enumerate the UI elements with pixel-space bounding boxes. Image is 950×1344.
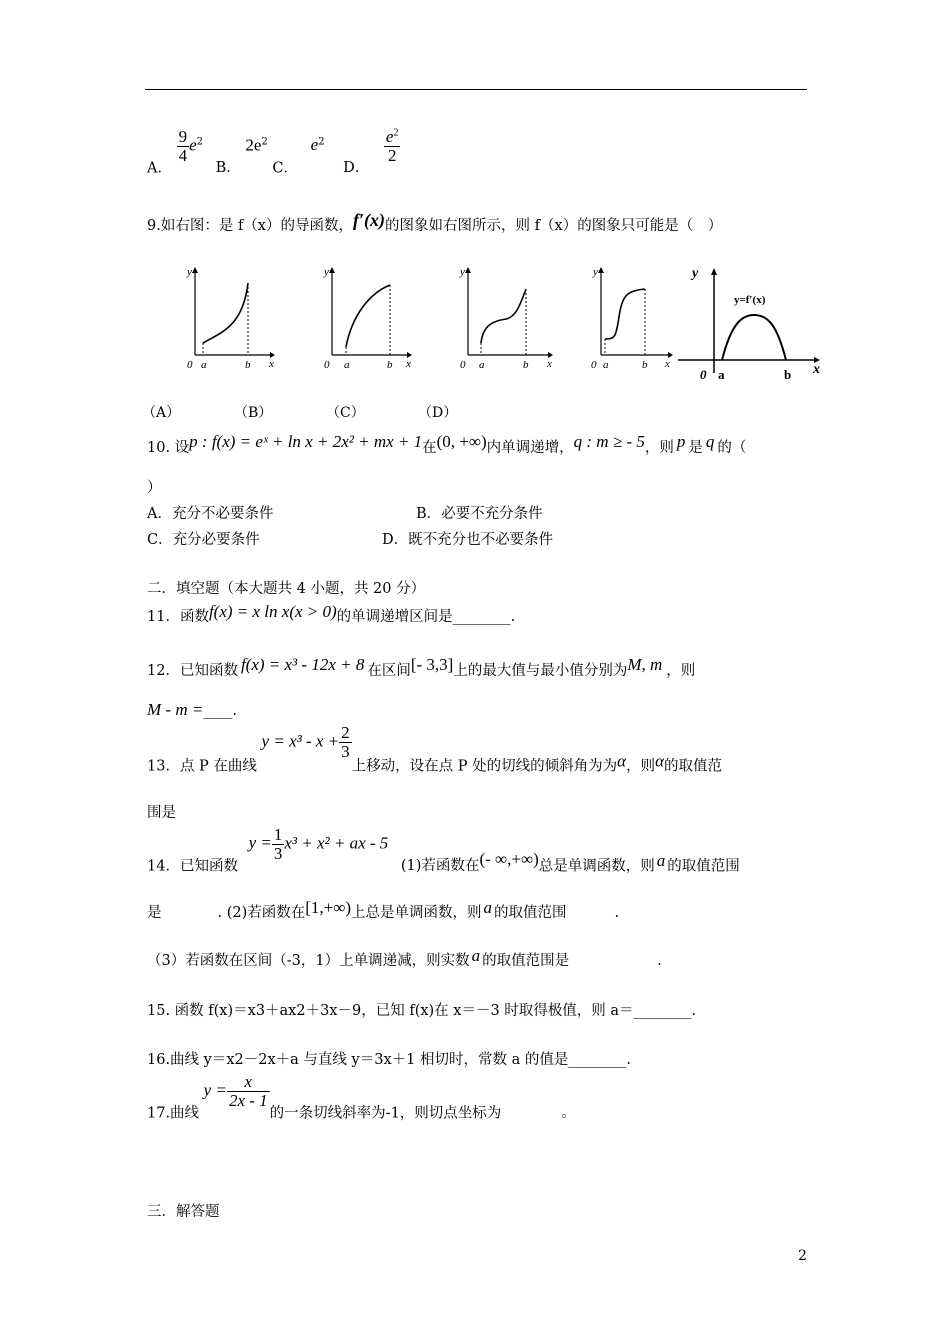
q12-text (147, 655, 695, 680)
q14-interval2: [1,+∞) (305, 898, 352, 917)
q13-den: 3 (341, 741, 350, 761)
deriv-y-label: y (692, 266, 699, 281)
q10-end: 的（ (717, 440, 747, 456)
q17-num: x (244, 1072, 253, 1091)
q13-mid: 上移动，设在点 P 处的切线的倾斜角为为 (351, 758, 618, 775)
q8-label-b: B． (215, 160, 241, 177)
q10-interval: (0, +∞) (436, 432, 487, 451)
q14-rest: x³ + x² + ax - 5 (284, 833, 389, 853)
q14-line3-a: （3）若函数在区间（-3，1）上单调递减，则实数 (147, 953, 470, 969)
q12-line2 (147, 700, 237, 720)
q14-part1: (1)若函数在 (400, 858, 480, 875)
q12-interval: [- 3,3] (410, 655, 454, 674)
q14-line2-c: 上总是单调函数，则 (351, 905, 482, 921)
caption-a: （A） (142, 405, 181, 421)
q10-mid1: 在 (422, 440, 437, 456)
q14-line2-d: 的取值范围 (494, 905, 567, 921)
graph-a-tick-b: b (245, 359, 251, 371)
q13-suffix: 的取值范 (664, 758, 722, 775)
graph-c-x-label: x (547, 358, 552, 370)
q14-line3 (147, 946, 662, 970)
section3-heading: 三．解答题 (147, 1204, 220, 1220)
q14-a2: a (483, 898, 493, 917)
q10-mid3: ，则 (644, 440, 674, 456)
q14-text (147, 826, 740, 875)
q13-prefix: 13．点 P 在曲线 (147, 758, 257, 775)
q13-frac (339, 724, 352, 761)
header-rule (145, 89, 807, 90)
q8-options (147, 128, 400, 177)
q12-line2-expr: M - m = (147, 700, 204, 719)
q13-expr: y = x³ - x + (261, 731, 340, 751)
q10-option-d: D．既不充分也不必要条件 (382, 532, 554, 548)
q14-mid1: 总是单调函数，则 (538, 858, 655, 875)
graph-c (448, 255, 558, 375)
q10-q: q (705, 432, 715, 451)
q11-text (147, 602, 515, 626)
q10-p: p (676, 432, 686, 451)
q11-suffix: 的单调递增区间是________. (336, 609, 516, 625)
q10-text (147, 432, 746, 457)
graph-a-y-label: y (187, 266, 192, 278)
graph-a-x-label: x (269, 358, 274, 370)
q9-suffix: 的图象如右图所示，则 f（x）的图象只可能是（ ） (385, 218, 723, 234)
q14-prefix: 14．已知函数 (147, 858, 238, 875)
q8-c-exp: 2 (318, 136, 325, 148)
q8-a-den: 4 (178, 145, 188, 165)
q8-label-c: C． (272, 160, 299, 177)
q14-line2 (147, 898, 619, 922)
q8-d-frac (384, 128, 401, 165)
q16-text: 16.曲线 y＝x2－2x＋a 与直线 y＝3x＋1 相切时，常数 a 的值是________. (147, 1052, 631, 1068)
q8-d-exp: 2 (393, 127, 399, 139)
q8-a-exp: 2 (196, 136, 204, 148)
q9-text (147, 210, 722, 235)
deriv-origin: 0 (700, 367, 707, 382)
q8-label-d: D． (343, 160, 370, 177)
q10-option-b: B．必要不充分条件 (416, 506, 543, 522)
q14-a3: a (471, 946, 481, 965)
graph-c-y-label: y (460, 266, 465, 278)
graph-d-y-label: y (593, 266, 598, 278)
section2-heading: 二．填空题（本大题共 4 小题，共 20 分） (147, 581, 426, 597)
q15-text: 15. 函数 f(x)＝x3＋ax2＋3x－9，已知 f(x)在 x＝－3 时取得极值，则 a＝________. (147, 1003, 697, 1019)
q14-interval1: (- ∞,+∞) (479, 849, 539, 869)
q17-y: y = (203, 1080, 227, 1100)
graph-b-y-label: y (324, 266, 329, 278)
q12-mid3: ，则 (666, 663, 696, 679)
graph-d-tick-b: b (642, 359, 648, 371)
deriv-tick-a: a (718, 367, 725, 382)
graph-c-tick-a: a (479, 359, 485, 371)
q14-suffix1: 的取值范围 (667, 858, 740, 875)
graph-a-origin: 0 (187, 359, 193, 371)
q17-suffix: 的一条切线斜率为-1，则切点坐标为 (269, 1105, 502, 1122)
q10-close: ） (147, 480, 162, 496)
q14-line3-c: . (657, 953, 662, 969)
graph-b-x-label: x (406, 358, 411, 370)
graph-d-x-label: x (665, 358, 670, 370)
graph-c-tick-b: b (523, 359, 529, 371)
q14-frac (272, 826, 285, 863)
q8-c-val: e (310, 135, 319, 155)
q13-alpha2: α (655, 751, 664, 771)
q12-mid2: 上的最大值与最小值分别为 (453, 663, 628, 679)
q12-line2-end: ____. (203, 703, 237, 719)
q12-mid1: 在区间 (367, 663, 411, 679)
q17-prefix: 17.曲线 (147, 1105, 200, 1122)
q14-line2-e: . (614, 905, 620, 921)
q11-expr: f(x) = x ln x(x > 0) (208, 602, 337, 621)
q14-line2-b: . (2)若函数在 (217, 905, 306, 921)
q17-end: 。 (561, 1105, 576, 1122)
q8-a-e: e (189, 135, 197, 155)
q12-expr: f(x) = x³ - 12x + 8 (240, 655, 365, 674)
q17-frac (227, 1073, 270, 1110)
q10-mid4: 是 (688, 440, 703, 456)
graph-b-tick-a: a (344, 359, 350, 371)
q10-option-c: C．充分必要条件 (147, 532, 260, 548)
q10-q-expr: q : m ≥ - 5 (573, 432, 645, 451)
deriv-x-label: x (813, 362, 820, 377)
derivative-graph (676, 255, 826, 385)
q8-a-frac (177, 128, 190, 165)
graph-b-origin: 0 (324, 359, 330, 371)
graph-c-origin: 0 (460, 359, 466, 371)
q14-den: 3 (273, 843, 283, 863)
q14-a1: a (656, 851, 666, 871)
graph-b-tick-b: b (387, 359, 393, 371)
graph-a-tick-a: a (201, 359, 207, 371)
caption-d: （D） (418, 405, 458, 421)
q17-den: 2x - 1 (228, 1090, 268, 1110)
q9-fprime: f′(x) (353, 210, 386, 230)
caption-c: （C） (326, 405, 365, 421)
q14-y: y = (248, 833, 272, 853)
graph-d-origin: 0 (591, 359, 597, 371)
q13-num: 2 (341, 723, 350, 742)
q13-line2: 围是 (147, 805, 176, 821)
graph-a (175, 255, 275, 375)
q8-b-val: 2e (245, 135, 262, 155)
q11-prefix: 11．函数 (147, 609, 209, 625)
q14-line2-a: 是 (147, 905, 162, 921)
q8-b-exp: 2 (261, 136, 268, 148)
page-number: 2 (798, 1248, 807, 1264)
q10-p-expr: p : f(x) = eˣ + ln x + 2x² + mx + 1 (189, 432, 423, 451)
q10-mid2: 内单调递增， (486, 440, 574, 456)
q10-option-a: A．充分不必要条件 (147, 506, 274, 522)
q13-text (147, 724, 722, 775)
deriv-tick-b: b (784, 367, 792, 382)
q12-mm: M, m (627, 655, 663, 674)
q12-prefix: 12．已知函数 (147, 663, 238, 679)
q8-label-a: A． (147, 160, 172, 177)
graph-d-tick-a: a (603, 359, 609, 371)
graph-d (583, 255, 678, 375)
q10-prefix: 10. 设 (147, 440, 190, 456)
q14-line3-b: 的取值范围是 (482, 953, 570, 969)
caption-b: （B） (234, 405, 273, 421)
q13-alpha: α (617, 751, 627, 771)
q17-text (147, 1073, 576, 1122)
q8-d-den: 2 (384, 146, 401, 165)
graph-b (312, 255, 412, 375)
q8-a-num: 9 (178, 127, 188, 146)
q14-num: 1 (273, 825, 283, 844)
q13-mid2: ，则 (626, 758, 656, 775)
q9-prefix: 9.如右图：是 f（x）的导函数， (147, 218, 353, 234)
q8-d-num: e (385, 127, 394, 146)
deriv-curve-label: y=f′(x) (734, 294, 766, 306)
